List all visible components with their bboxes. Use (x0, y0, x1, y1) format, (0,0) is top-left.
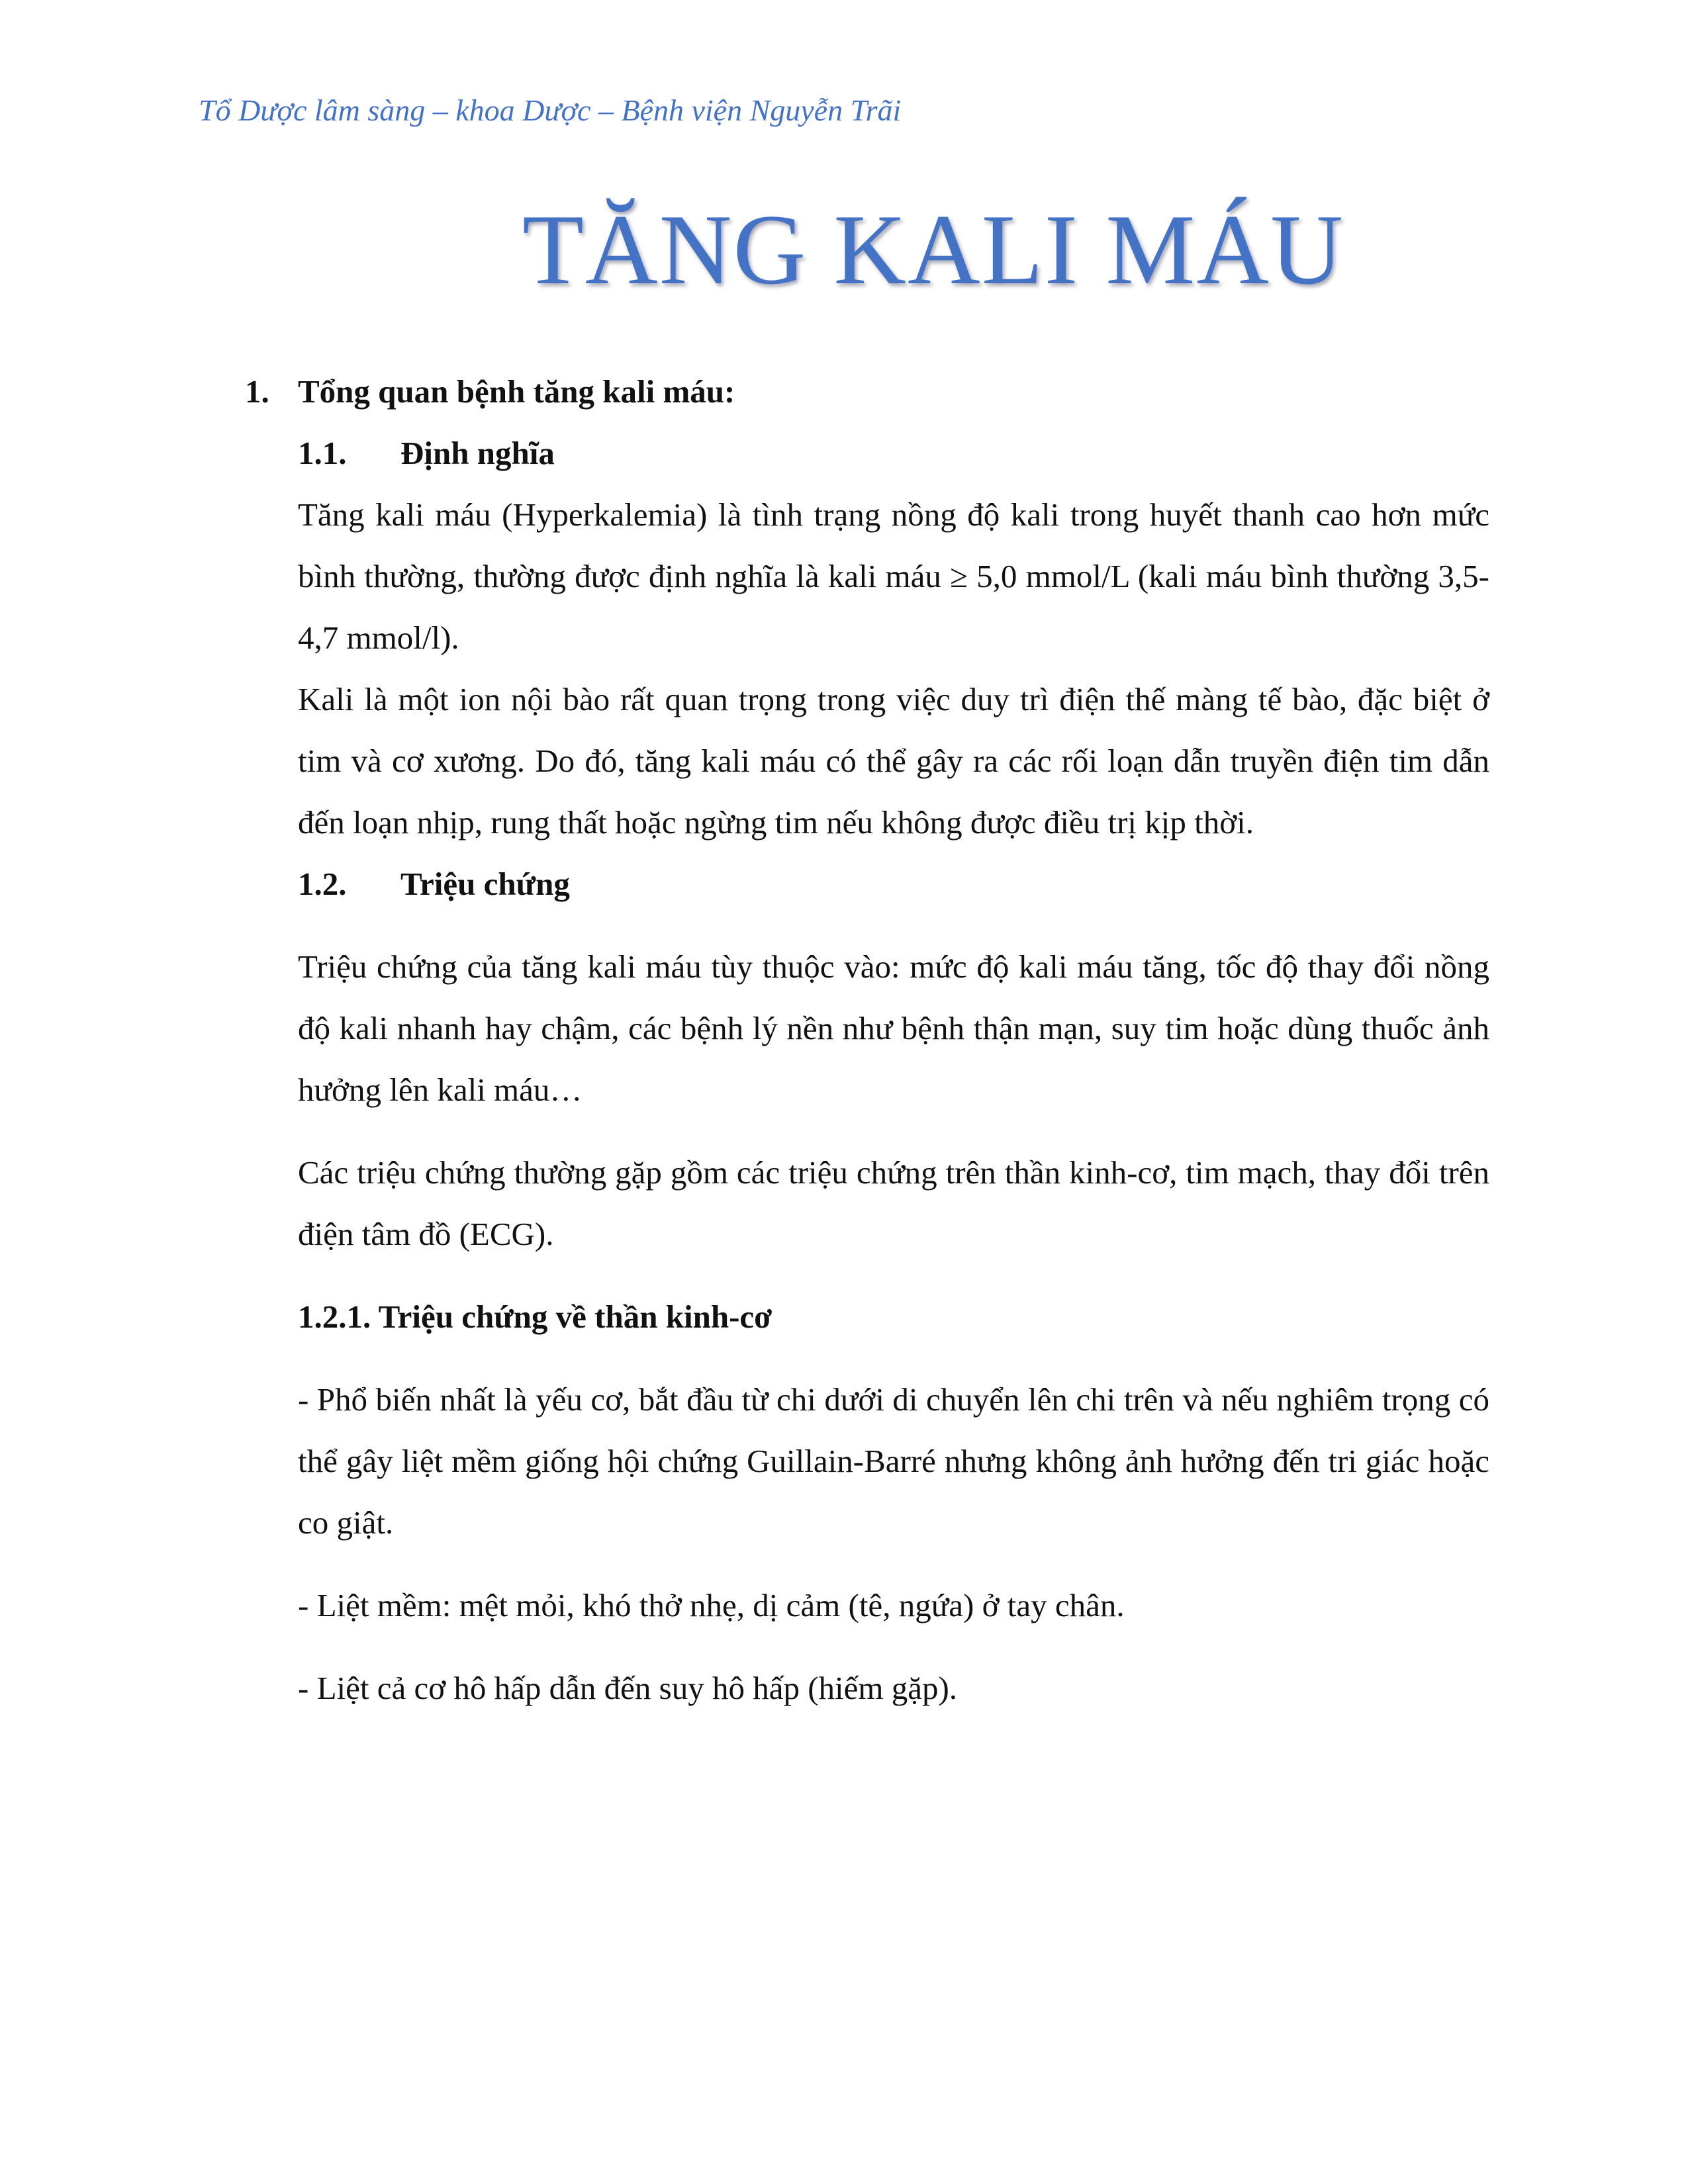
section-1-2-title: Triệu chứng (400, 866, 570, 902)
section-1-1-number: 1.1. (298, 435, 347, 471)
symptoms-factors-paragraph: Triệu chứng của tăng kali máu tùy thuộc vào: mức độ kali máu tăng, tốc độ thay đổi nồng độ kali nhanh hay chậm, các bệnh lý nền như bệnh thận mạn, suy tim hoặc dùng thuốc ảnh hưởng lên kali máu… (298, 948, 1489, 1108)
section-1-heading (245, 361, 1489, 422)
symptoms-common-paragraph: Các triệu chứng thường gặp gồm các triệu chứng trên thần kinh-cơ, tim mạch, thay đổi trên điện tâm đồ (ECG). (298, 1154, 1489, 1252)
neuromuscular-item-1: - Phổ biến nhất là yếu cơ, bắt đầu từ chi dưới di chuyển lên chi trên và nếu nghiêm trọng có thể gây liệt mềm giống hội chứng Guillain-Barré nhưng không ảnh hưởng đến tri giác hoặc co giật. (298, 1381, 1489, 1541)
neuromuscular-item-3: - Liệt cả cơ hô hấp dẫn đến suy hô hấp (hiếm gặp). (298, 1670, 958, 1706)
document-body (245, 361, 1489, 1719)
running-header: Tổ Dược lâm sàng – khoa Dược – Bệnh viện Nguyễn Trãi (199, 93, 902, 127)
section-1-1-heading (298, 422, 1489, 484)
section-1-title: Tổng quan bệnh tăng kali máu: (298, 373, 735, 410)
potassium-role-paragraph: Kali là một ion nội bào rất quan trọng trong việc duy trì điện thế màng tế bào, đặc biệt ở tim và cơ xương. Do đó, tăng kali máu có thể gây ra các rối loạn dẫn truyền điện tim dẫn đến loạn nhịp, rung thất hoặc ngừng tim nếu không được điều trị kịp thời. (298, 681, 1489, 841)
neuromuscular-item-2: - Liệt mềm: mệt mỏi, khó thở nhẹ, dị cảm (tê, ngứa) ở tay chân. (298, 1587, 1125, 1623)
section-1-2-heading (298, 853, 1489, 915)
definition-paragraph: Tăng kali máu (Hyperkalemia) là tình trạng nồng độ kali trong huyết thanh cao hơn mức bình thường, thường được định nghĩa là kali máu ≥ 5,0 mmol/L (kali máu bình thường 3,5-4,7 mmol/l). (298, 496, 1489, 656)
section-1-2-1-heading: 1.2.1. Triệu chứng về thần kinh-cơ (298, 1298, 773, 1335)
page-title: TĂNG KALI MÁU (522, 194, 1344, 305)
section-1-1-title: Định nghĩa (400, 435, 555, 471)
section-1-2-number: 1.2. (298, 866, 347, 902)
section-1-number: 1. (245, 373, 269, 410)
